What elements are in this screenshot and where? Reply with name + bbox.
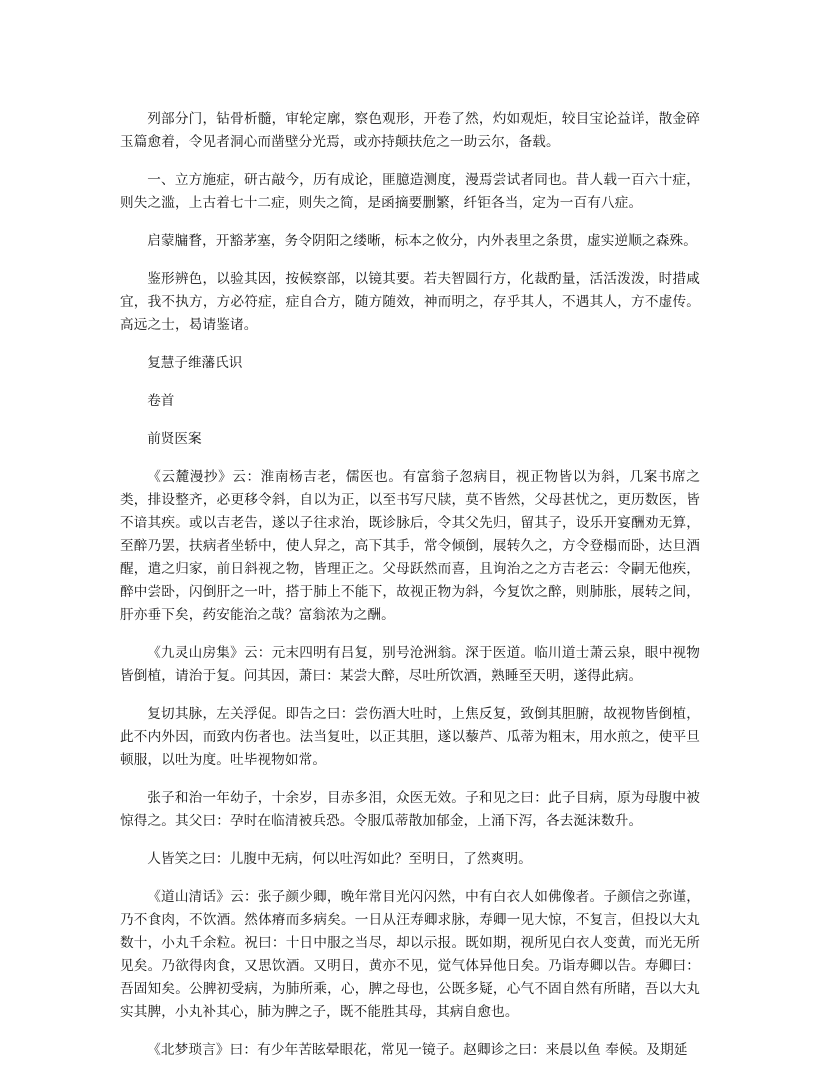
case-paragraph-yunlu: 《云麓漫抄》云：淮南杨吉老，儒医也。有富翁子忽病目，视正物皆以为斜，几案书席之类，排设整齐，必更移令斜，自以为正，以至书写尺牍，莫不皆然，父母甚忧之，更历数医，皆不谙其疾。或以吉老告，遂以子往求治，既诊脉后，令其父先归，留其子，设乐开宴酬劝无算，至醉乃罢，扶病者坐轿中，使人舁之，高下其手，常令倾倒，展转久之，方令登榻而卧，达旦酒醒，遣之归家，前日斜视之物，皆理正之。父母跃然而喜，且询治之之方吉老云：令嗣无他疾，醉中尝卧，闪倒肝之一叶，搭于肺上不能下，故视正物为斜，今复饮之醉，则肺胀，展转之间，肝亦垂下矣，药安能治之哉？富翁浓为之酬。 (120, 469, 700, 623)
case-paragraph-zhangzihe: 张子和治一年幼子，十余岁，目赤多泪，众医无效。子和见之曰：此子目病，原为母腹中被惊得之。其父曰：孕时在临清被兵恐。令服瓜蒂散加郁金，上涌下泻，各去涎沫数升。 (120, 790, 700, 829)
author-signature: 复慧子维藩氏识 (147, 355, 243, 371)
principle-paragraph-3: 鉴形辨色，以验其因，按候察部，以镜其要。若夫智圆行方，化裁酌量，活活泼泼，时措咸宜，我不执方，方必符症，症自合方，随方随效，神而明之，存乎其人，不遇其人，方不虚传。高远之士，曷请鉴诸。 (120, 271, 700, 333)
case-paragraph-result: 人皆笑之曰：儿腹中无病，何以吐泻如此？至明日，了然爽明。 (147, 851, 533, 867)
case-paragraph-lvfu: 复切其脉，左关浮促。即告之曰：尝伤酒大吐时，上焦反复，致倒其胆腑，故视物皆倒植，此不内外因，而致内伤者也。法当复吐，以正其胆，遂以藜芦、瓜蒂为粗末，用水煎之，使平旦顿服，以吐为度。吐毕视物如常。 (120, 706, 700, 768)
case-paragraph-beimeng: 《北梦琐言》曰：有少年苦眩晕眼花，常见一镜子。赵卿诊之曰：来晨以鱼 奉候。及期延 (147, 1042, 688, 1058)
section-title: 前贤医案 (147, 431, 202, 447)
document-page (120, 108, 700, 1077)
case-paragraph-daoshan: 《道山清话》云：张子颜少卿，晚年常目光闪闪然，中有白衣人如佛像者。子颜信之弥谨，乃不食肉，不饮酒。然体瘠而多病矣。一日从汪寿卿求脉，寿卿一见大惊，不复言，但投以大丸数十，小丸千余粒。祝曰：十日中服之当尽，却以示报。既如期，视所见白衣人变黄，而光无所见矣。乃欲得肉食，又思饮酒。又明日，黄亦不见，觉气体异他日矣。乃诣寿卿以告。寿卿曰：吾固知矣。公脾初受病，为肺所乘，心，脾之母也，公既多疑，心气不固自然有所睹，吾以大丸实其脾，小丸补其心，肺为脾之子，既不能胜其母，其病自愈也。 (120, 889, 700, 1020)
volume-title: 卷首 (147, 393, 175, 409)
intro-paragraph: 列部分门，钻骨析髓，审轮定廓，察色观形，开卷了然，灼如观炬，较目宝论益详，散金碎玉篇愈着，令见者洞心而凿壁分光焉，或亦持颠扶危之一助云尔，备载。 (120, 111, 700, 150)
principle-paragraph-2: 启蒙牖瞀，开豁茅塞，务令阴阳之缕晰，标本之攸分，内外表里之条贯，虚实逆顺之森殊。 (147, 233, 697, 249)
principle-paragraph-1: 一、立方施症，研古敲今，历有成论，匪臆造测度，漫焉尝试者同也。昔人载一百六十症，则失之滥，上古着七十二症，则失之简，是函摘要删繁，纤钜各当，定为一百有八症。 (120, 172, 700, 211)
case-paragraph-jiuling: 《九灵山房集》云：元末四明有吕复，别号沧洲翁。深于医道。临川道士萧云泉，眼中视物皆倒植，请治于复。问其因，萧曰：某尝大醉，尽吐所饮酒，熟睡至天明，遂得此病。 (120, 645, 700, 684)
